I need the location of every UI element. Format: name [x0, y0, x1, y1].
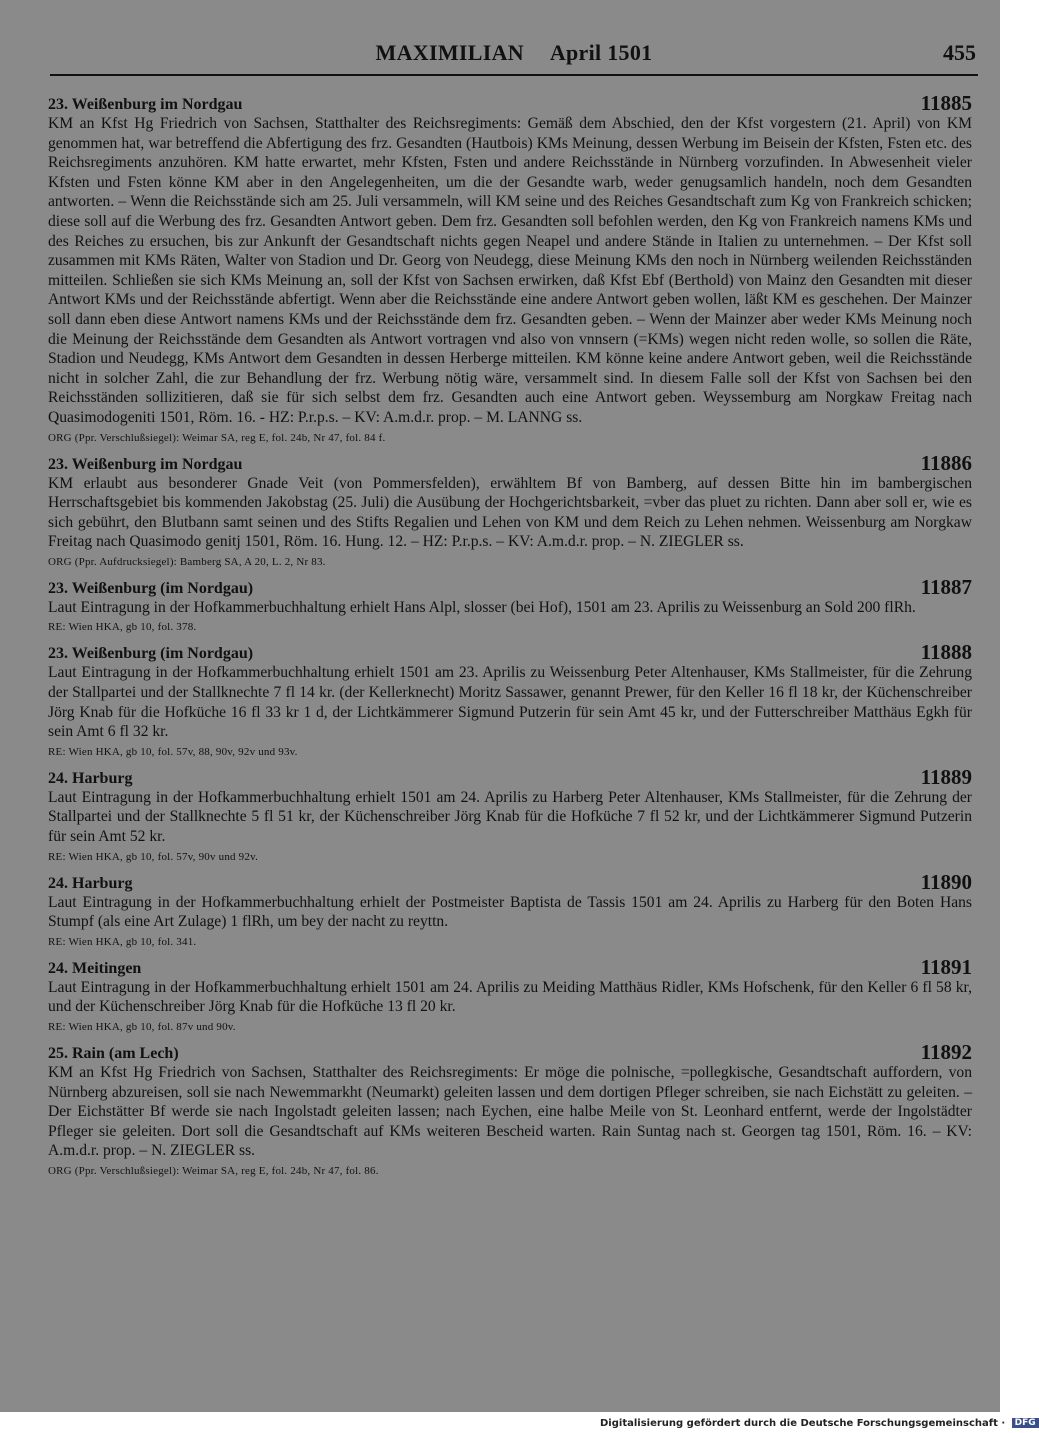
page-number: 455	[943, 40, 976, 65]
entries-list	[48, 91, 972, 1187]
dfg-logo: DFG	[1012, 1418, 1039, 1428]
running-title-left: MAXIMILIAN	[375, 40, 524, 65]
entry-11889	[48, 764, 972, 864]
entry-number: 11886	[920, 450, 972, 475]
entry-text: Laut Eintragung in der Hofkammerbuchhaltung erhielt 1501 am 24. Aprilis zu Meiding Matthäus Ridler, KMs Hofschenk, für den Keller 6 fl 58 kr, und der Küchenschreiber Jörg Knab für die Hofküche 13 fl 20 kr.	[48, 978, 972, 1016]
entry-header	[48, 764, 972, 789]
funding-footer: Digitalisierung gefördert durch die Deutsche Forschungsgemeinschaft · DFG	[600, 1418, 992, 1429]
entry-text: Laut Eintragung in der Hofkammerbuchhaltung erhielt Hans Alpl, slosser (bei Hof), 1501 am 23. Aprilis zu Weissenburg an Sold 200 flRh.	[48, 598, 916, 616]
entry-place: 23. Weißenburg im Nordgau	[48, 455, 243, 473]
entry-11890	[48, 869, 972, 949]
entry-source: RE: Wien HKA, gb 10, fol. 378.	[48, 621, 197, 634]
entry-number: 11892	[920, 1040, 972, 1064]
entry-text: Laut Eintragung in der Hofkammerbuchhaltung erhielt 1501 am 23. Aprilis zu Weissenburg Peter Altenhauser, KMs Stallmeister, für die Zehrung der Stallpartei und der Stallknechte 7 fl 14 kr. (der Kellerknecht) Moritz Sassawer, genannt Prewer, für den Keller 16 fl 18 kr, der Küchenschreiber Jörg Knab für die Hofküche 16 fl 33 kr 1 d, der Lichtkämmerer Sigmund Putzerin für sein Amt 45 kr, und der Futterschreiber Matthäus Egkh für sein Amt 6 fl 32 kr.	[48, 664, 972, 741]
entry-text: KM an Kfst Hg Friedrich von Sachsen, Statthalter des Reichsregiments: Er möge die polnische, =pollegkische, Gesandtschaft auffordern, von Nürnberg abzureisen, soll sie nach Newemmarkht (Neumarkt) geleiten lassen und dem dortigen Pfleger schreiben, sie nach Eichstätt zu geleiten. – Der Eichstätter Bf werde sie nach Ingolstadt geleiten lassen; nach Eychen, eine halbe Meile von St. Leonhard entfernt, werde der Ingolstädter Pfleger sie geleiten. Dort soll die Gesandtschaft auf KMs weiteren Bescheid warten. Rain Suntag nach st. Georgen tag 1501, Röm. 16. – KV: A.m.d.r. prop. – N. ZIEGLER ss.	[48, 1064, 972, 1160]
entry-text: Laut Eintragung in der Hofkammerbuchhaltung erhielt der Postmeister Baptista de Tassis 1501 am 24. Aprilis zu Harberg für den Boten Hans Stumpf (als eine Art Zulage) 1 flRh, um bey der nacht zu reyttn.	[48, 893, 972, 931]
entry-place: 23. Weißenburg im Nordgau	[48, 96, 243, 113]
entry-11887	[48, 574, 972, 635]
entry-11891	[48, 954, 972, 1034]
entry-header	[48, 869, 972, 894]
entry-header	[48, 640, 972, 665]
entry-place: 24. Harburg	[48, 769, 133, 787]
entry-place: 25. Rain (am Lech)	[48, 1045, 179, 1062]
entry-number: 11890	[920, 869, 972, 894]
entry-header	[48, 91, 972, 115]
funding-note: Digitalisierung gefördert durch die Deutsche Forschungsgemeinschaft	[600, 1418, 998, 1429]
entry-place: 23. Weißenburg (im Nordgau)	[48, 645, 254, 663]
entry-number: 11885	[920, 91, 972, 115]
entry-source: RE: Wien HKA, gb 10, fol. 341.	[48, 935, 197, 948]
entry-source: ORG (Ppr. Verschlußsiegel): Weimar SA, reg E, fol. 24b, Nr 47, fol. 84 f.	[48, 431, 386, 444]
entry-text: Laut Eintragung in der Hofkammerbuchhaltung erhielt 1501 am 24. Aprilis zu Harberg Peter Altenhauser, KMs Stallmeister, für die Zehrung der Stallpartei und der Stallknechte 5 fl 51 kr, der Küchenschreiber Jörg Knab für die Hofküche 7 fl 52 kr, und der Lichtkämmerer Sigmund Putzerin für sein Amt 52 kr.	[48, 788, 972, 846]
entry-text: KM an Kfst Hg Friedrich von Sachsen, Statthalter des Reichsregiments: Gemäß dem Abschied, den der Kfst vorgestern (21. April) von KM genommen hat, war betreffend die Abfertigung des frz. Gesandten (Hautbois) KMs Meinung, dessen Werbung im Beisein der Kfsten, Fsten etc. des Reichsregiments anzuhören. KM hatte erwartet, mehr Kfsten, Fsten und andere Reichsstände in Nürnberg vorzufinden. In Abwesenheit vieler Kfsten und Fsten könne KM aber in den Angelegenheiten, um die der Gesandte warb, weder genugsamlich handeln, noch dem Gesandten antworten. – Wenn die Reichsstände sich am 25. Juli versammeln, will KM seine und des Reiches Gesandtschaft zum Kg von Frankreich schicken; diese soll auf die Werbung des frz. Gesandten Antwort geben. Dem frz. Gesandten soll befohlen werden, den Kg von Frankreich namens KMs und des Reiches zu ersuchen, bis zur Ankunft der Gesandtschaft nichts gegen Neapel und andere Stände in Italien zu unternehmen. – Der Kfst soll zusammen mit KMs Räten, Walter von Stadion und Dr. Georg von Neudegg, diese Meinung KMs den noch in Nürnberg weilenden Reichsständen mitteilen. Schließen sie sich KMs Meinung an, soll der Kfst von Sachsen erwirken, daß Kfst Ebf (Berthold) von Mainz den Gesandten mit dieser Antwort KMs und der Reichsstände abfertigt. Wenn aber die Reichsstände eine andere Antwort geben wollen, läßt KM es geschehen. Der Mainzer soll dann eben diese Antwort namens KMs und der Reichsstände dem frz. Gesandten geben. – Wenn der Mainzer aber weder KMs Meinung noch die Meinung der Reichsstände dem Gesandten als Antwort vortragen vnd also von vnnsern (=KMs) wegen nicht reden wolle, so sollen die Räte, Stadion und Neudegg, KMs Antwort dem Gesandten in dessen Herberge mitteilen. KM könne keine andere Antwort geben, weil die Reichsstände nicht in solcher Zahl, die zur Behandlung der frz. Werbung nötig wäre, versammelt sind. In diesem Falle soll der Kfst von Sachsen bei den Reichsständen sollizitieren, daß sie für sich selbst dem frz. Gesandten auch eine Antwort geben. Weyssemburg am Norgkaw Freitag nach Quasimodogeniti 1501, Röm. 16. - HZ: P.r.p.s. – KV: A.m.d.r. prop. – M. LANNG ss.	[48, 115, 972, 426]
entry-number: 11888	[920, 640, 972, 665]
entry-place: 24. Harburg	[48, 874, 133, 892]
entry-source: RE: Wien HKA, gb 10, fol. 57v, 90v und 92v.	[48, 850, 259, 863]
entry-header	[48, 574, 972, 599]
entry-source: ORG (Ppr. Aufdrucksiegel): Bamberg SA, A 20, L. 2, Nr 83.	[48, 555, 326, 568]
entry-header	[48, 954, 972, 979]
entry-source: RE: Wien HKA, gb 10, fol. 57v, 88, 90v, 92v und 93v.	[48, 745, 298, 758]
entry-11886	[48, 450, 972, 569]
entry-source: ORG (Ppr. Verschlußsiegel): Weimar SA, reg E, fol. 24b, Nr 47, fol. 86.	[48, 1164, 379, 1177]
entry-number: 11889	[920, 764, 972, 789]
entry-place: 23. Weißenburg (im Nordgau)	[48, 579, 254, 597]
running-title	[50, 40, 978, 66]
entry-header	[48, 450, 972, 475]
running-title-right: April 1501	[549, 40, 653, 65]
entry-11885	[48, 91, 972, 445]
entry-11892	[48, 1040, 972, 1178]
entry-place: 24. Meitingen	[48, 959, 142, 977]
entry-number: 11887	[920, 574, 972, 599]
entry-header	[48, 1040, 972, 1064]
entry-number: 11891	[920, 954, 972, 979]
entry-source: RE: Wien HKA, gb 10, fol. 87v und 90v.	[48, 1021, 236, 1033]
entry-text: KM erlaubt aus besonderer Gnade Veit (von Pommersfelden), erwähltem Bf von Bamberg, auf dessen Bitte hin im bambergischen Herrschaftsgebiet bis kommenden Jakobstag (25. Juli) die Ausübung der Hochgerichtsbarkeit, =vber das pluet zu richten. Dann aber soll er, wie es sich gebührt, den Blutbann samt seinen und des Stifts Regalien und Lehen von KM und dem Reich zu Lehen nehmen. Weissenburg am Norgkaw Freitag nach Quasimodo genitj 1501, Röm. 16. Hung. 12. – HZ: P.r.p.s. – KV: A.m.d.r. prop. – N. ZIEGLER ss.	[48, 474, 972, 551]
running-header	[50, 38, 978, 76]
entry-11888	[48, 640, 972, 758]
